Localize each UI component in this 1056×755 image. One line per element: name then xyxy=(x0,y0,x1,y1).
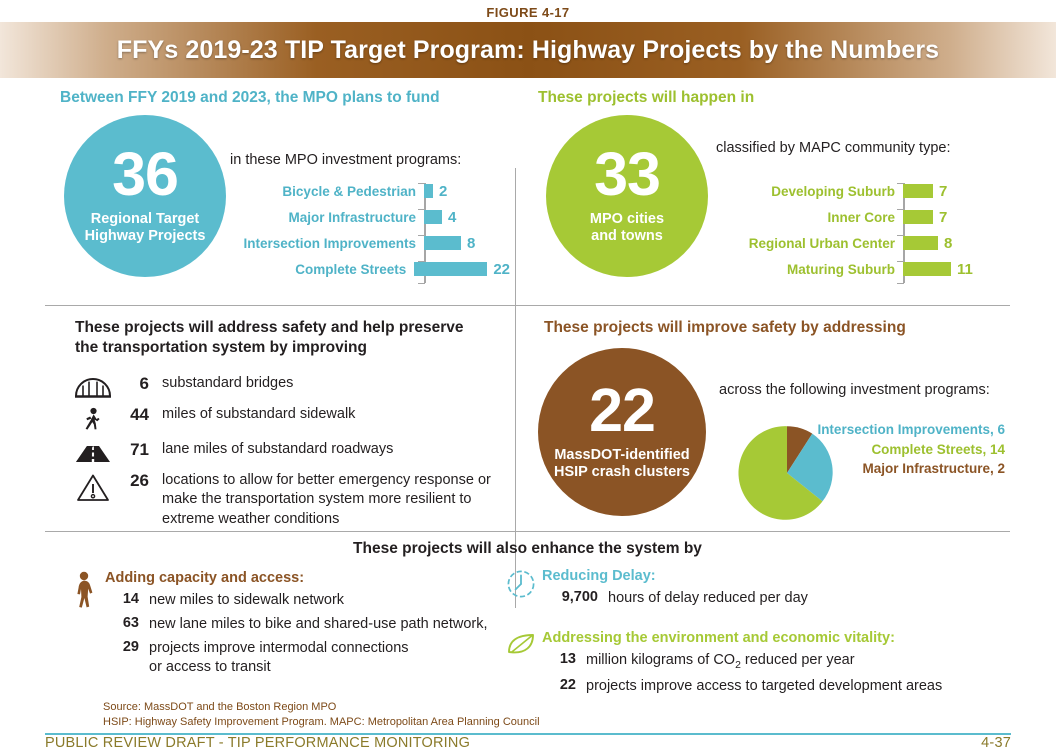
enhance-group-delay xyxy=(500,568,1000,608)
axis-tick xyxy=(897,235,904,236)
panel-enhance-system xyxy=(45,540,1010,700)
clock-icon xyxy=(500,568,542,599)
enhance-line-text: new lane miles to bike and shared-use path network, xyxy=(149,615,488,632)
bar-value: 4 xyxy=(448,208,457,226)
enhance-group-heading: Addressing the environment and economic vitality: xyxy=(542,630,895,646)
bar-value: 11 xyxy=(957,260,973,278)
enhance-line-value: 29 xyxy=(122,638,139,655)
bar-row xyxy=(230,232,510,254)
enhance-line xyxy=(542,589,1000,608)
list-item-value: 71 xyxy=(130,439,149,459)
panel-investment-subheading: in these MPO investment programs: xyxy=(230,152,462,168)
bar-fill xyxy=(903,262,951,276)
enhance-group-heading: Reducing Delay: xyxy=(542,568,656,584)
bar-value: 7 xyxy=(939,208,948,226)
bar-label: Bicycle & Pedestrian xyxy=(282,183,416,199)
bridge-icon xyxy=(71,374,115,398)
enhance-line-text: new miles to sidewalk network xyxy=(149,592,345,608)
panel-investment-programs xyxy=(45,88,515,300)
enhance-line xyxy=(542,651,1020,672)
bar-row xyxy=(230,258,510,280)
bar-value: 7 xyxy=(939,182,948,200)
horizontal-divider-top xyxy=(45,305,1010,306)
enhance-line xyxy=(105,591,493,610)
bar-row xyxy=(716,180,1006,202)
bar-value: 22 xyxy=(493,260,510,278)
legend-item-intersection-improvements: Intersection Improvements, 6 xyxy=(817,422,1005,437)
list-item-text: substandard bridges xyxy=(162,374,294,391)
axis-tick xyxy=(418,283,425,284)
pie-legend xyxy=(710,420,1005,479)
roadway-icon xyxy=(71,440,115,464)
enhance-line-text-prefix: million kilograms of CO xyxy=(586,652,736,668)
enhance-line xyxy=(542,677,1020,696)
bar-value: 8 xyxy=(944,234,953,252)
banner-title: FFYs 2019-23 TIP Target Program: Highway Projects by the Numbers xyxy=(116,35,940,64)
legend-item-major-infrastructure: Major Infrastructure, 2 xyxy=(862,461,1005,477)
bar-label: Complete Streets xyxy=(295,261,407,277)
bar-fill xyxy=(903,236,938,250)
enhance-group-capacity xyxy=(63,570,493,676)
source-notes xyxy=(103,700,540,730)
enhance-line-text xyxy=(576,651,855,672)
enhance-line-value: 63 xyxy=(122,614,139,631)
footer-page-number: 4-37 xyxy=(981,735,1011,751)
chart-investment-programs xyxy=(230,180,510,284)
axis-tick xyxy=(418,209,425,210)
leaf-icon xyxy=(500,630,542,657)
bar-row xyxy=(230,180,510,202)
panel-communities-heading: These projects will happen in xyxy=(538,89,755,106)
list-item-text: locations to allow for better emergency response or make the transportation system more resilient to extreme weather conditions xyxy=(162,471,491,527)
panel-communities-subheading: classified by MAPC community type: xyxy=(716,140,951,156)
panel-communities xyxy=(530,88,1010,300)
bar-row xyxy=(230,206,510,228)
bar-fill xyxy=(903,184,933,198)
page-footer xyxy=(45,735,1011,751)
enhance-line-value: 22 xyxy=(559,677,576,694)
panel-enhance-title: These projects will also enhance the system by xyxy=(353,540,702,557)
panel-safety-heading: These projects will improve safety by addressing xyxy=(544,319,906,336)
enhance-line-text: projects improve intermodal connections or access to transit xyxy=(149,639,409,675)
bar-fill xyxy=(424,184,433,198)
circle-number: 36 xyxy=(112,140,178,209)
list-item xyxy=(71,440,515,464)
list-item xyxy=(71,405,515,433)
legend-item-complete-streets: Complete Streets, 14 xyxy=(871,441,1005,457)
circle-caption-line2: Highway Projects xyxy=(84,228,206,245)
panel-preserve-heading-line2: the transportation system by improving xyxy=(75,338,367,356)
circle-regional-target-projects xyxy=(64,115,226,277)
enhance-line-value: 9,700 xyxy=(561,589,598,605)
bar-fill xyxy=(424,210,442,224)
axis-tick xyxy=(418,183,425,184)
circle-hsip-crash-clusters xyxy=(538,348,706,516)
horizontal-divider-bottom xyxy=(45,531,1010,532)
enhance-line xyxy=(105,639,493,677)
enhance-line-text: hours of delay reduced per day xyxy=(608,590,808,606)
axis-tick xyxy=(897,261,904,262)
bar-value: 2 xyxy=(439,182,448,200)
bar-label: Regional Urban Center xyxy=(748,235,895,251)
infographic-body xyxy=(0,78,1056,718)
bar-value: 8 xyxy=(467,234,476,252)
enhance-line-text-suffix: reduced per year xyxy=(740,652,855,668)
bar-label: Inner Core xyxy=(827,209,895,225)
bar-label: Developing Suburb xyxy=(771,183,895,199)
bar-label: Intersection Improvements xyxy=(243,235,416,251)
enhance-group-environment xyxy=(500,630,1020,696)
preserve-item-list xyxy=(71,374,515,530)
warning-triangle-icon xyxy=(71,471,115,503)
axis-tick xyxy=(897,283,904,284)
axis-tick xyxy=(897,209,904,210)
footer-document-title: PUBLIC REVIEW DRAFT - TIP PERFORMANCE MONITORING xyxy=(45,735,471,751)
figure-banner xyxy=(0,22,1056,78)
panel-preserve-heading-line1: These projects will address safety and help preserve xyxy=(75,319,464,336)
axis-tick xyxy=(897,183,904,184)
enhance-line-text: projects improve access to targeted development areas xyxy=(586,678,943,695)
source-line-2: HSIP: Highway Safety Improvement Program. MAPC: Metropolitan Area Planning Council xyxy=(103,715,540,728)
bar-row xyxy=(716,206,1006,228)
bar-row xyxy=(716,258,1006,280)
bar-fill xyxy=(903,210,933,224)
enhance-line-text-subscript: 2 xyxy=(735,659,741,671)
enhance-line-value: 14 xyxy=(122,591,139,607)
list-item xyxy=(71,374,515,398)
enhance-line-value: 13 xyxy=(559,651,576,667)
axis-tick xyxy=(418,261,425,262)
circle-caption-line1: MassDOT-identified xyxy=(554,446,690,463)
list-item-value: 6 xyxy=(139,373,149,393)
bar-row xyxy=(716,232,1006,254)
bar-label: Major Infrastructure xyxy=(288,209,416,225)
chart-community-types xyxy=(716,180,1006,284)
pedestrian-icon xyxy=(71,405,115,433)
list-item-value: 44 xyxy=(130,404,149,424)
enhance-line xyxy=(105,615,493,634)
list-item-text: lane miles of substandard roadways xyxy=(162,440,394,457)
bar-label: Maturing Suburb xyxy=(787,261,895,277)
circle-caption-line2: and towns xyxy=(591,228,663,245)
source-line-1: Source: MassDOT and the Boston Region MPO xyxy=(103,701,337,713)
panel-safety-hsip xyxy=(530,318,1010,528)
panel-safety-subheading: across the following investment programs: xyxy=(719,382,990,398)
list-item-text: miles of substandard sidewalk xyxy=(162,405,356,422)
axis-tick xyxy=(418,235,425,236)
list-item xyxy=(71,471,515,530)
circle-mpo-cities-towns xyxy=(546,115,708,277)
circle-number: 33 xyxy=(594,140,660,209)
circle-number: 22 xyxy=(589,376,655,445)
circle-caption-line1: Regional Target xyxy=(90,210,200,227)
panel-preserve-system xyxy=(45,318,515,528)
figure-label: FIGURE 4-17 xyxy=(486,5,570,20)
circle-caption-line1: MPO cities xyxy=(589,210,665,227)
circle-caption-line2: HSIP crash clusters xyxy=(554,464,690,481)
enhance-group-heading: Adding capacity and access: xyxy=(105,570,305,586)
walking-person-icon xyxy=(63,570,105,613)
panel-investment-heading: Between FFY 2019 and 2023, the MPO plans to fund xyxy=(60,89,440,106)
bar-fill xyxy=(414,262,487,276)
bar-fill xyxy=(424,236,461,250)
list-item-value: 26 xyxy=(130,470,149,490)
